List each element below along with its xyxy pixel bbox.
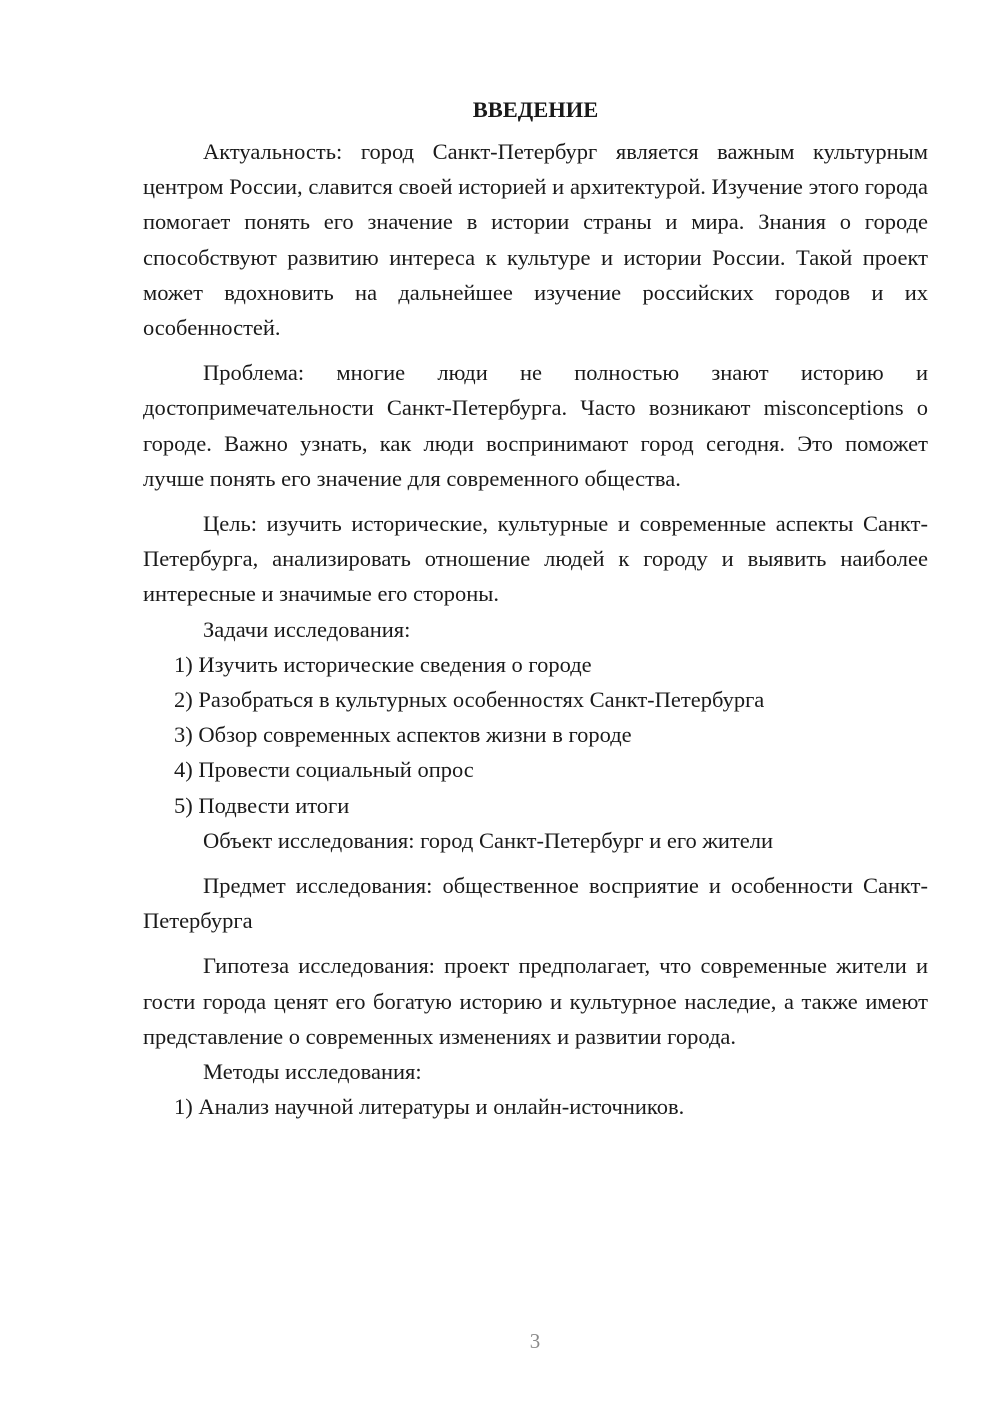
list-item: 3) Обзор современных аспектов жизни в городе [174,722,632,748]
list-item: 1) Изучить исторические сведения о городе [174,651,592,677]
hypothesis-paragraph: Гипотеза исследования: проект предполагает, что современные жители и гости города ценят его богатую историю и культурное наследие, а также имеют представление о современных изменениях и развитии города. [143,953,928,1049]
problem-paragraph: Проблема: многие люди не полностью знают историю и достопримечательности Санкт-Петербурга. Часто возникают misconceptions о городе. Важно узнать, как люди воспринимают город сегодня. Это поможет лучше понять его значение для современного общества. [143,360,928,491]
tasks-heading: Задачи исследования: [203,616,411,642]
methods-list [143,1089,928,1124]
section-title: ВВЕДЕНИЕ [472,97,599,122]
document-page [143,92,928,1124]
goal-paragraph: Цель: изучить исторические, культурные и современные аспекты Санкт-Петербурга, анализировать отношение людей к городу и выявить наиболее интересные и значимые его стороны. [143,511,928,607]
page-number: 3 [529,1329,541,1353]
list-item: 5) Подвести итоги [174,792,350,818]
relevance-paragraph: Актуальность: город Санкт-Петербург является важным культурным центром России, славится своей историей и архитектурой. Изучение этого города помогает понять его значение в истории страны и мира. Знания о городе способствуют развитию интереса к культуре и истории России. Такой проект может вдохновить на дальнейшее изучение российских городов и их особенностей. [143,139,928,341]
list-item: 2) Разобраться в культурных особенностях Санкт-Петербурга [174,687,765,713]
methods-heading: Методы исследования: [203,1059,422,1085]
tasks-list [143,647,928,823]
list-item: 1) Анализ научной литературы и онлайн-источников. [174,1094,685,1120]
object-paragraph: Объект исследования: город Санкт-Петербург и его жители [203,827,774,853]
list-item: 4) Провести социальный опрос [174,757,474,783]
subject-paragraph: Предмет исследования: общественное восприятие и особенности Санкт-Петербурга [143,873,928,934]
